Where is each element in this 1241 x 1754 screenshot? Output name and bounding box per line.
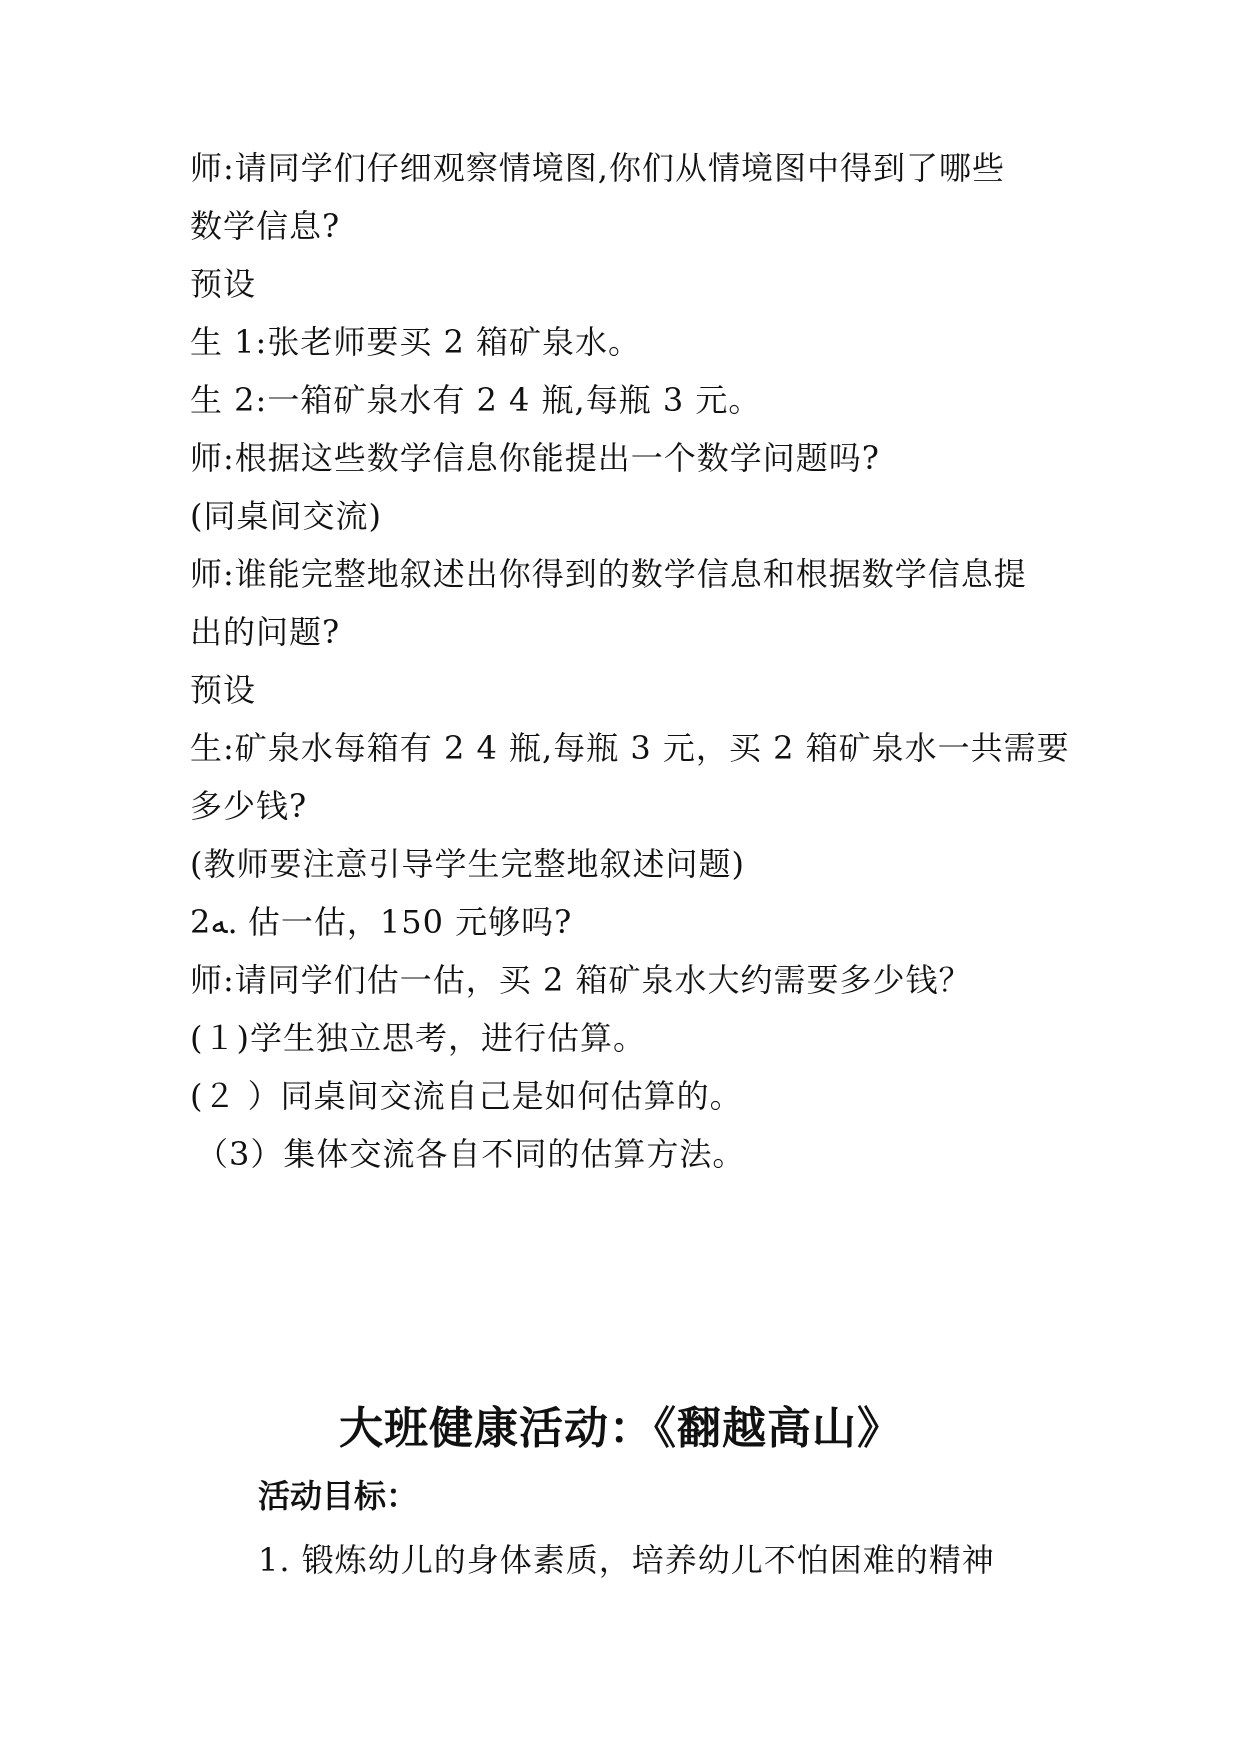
- paragraph-line: 出的问题?: [190, 613, 341, 651]
- paragraph-line: (１)学生独立思考，进行估算。: [190, 1019, 646, 1057]
- paragraph-line: (２ ）同桌间交流自己是如何估算的。: [190, 1077, 743, 1115]
- goal-item: 1. 锻炼幼儿的身体素质，培养幼儿不怕困难的精神: [258, 1541, 995, 1579]
- paragraph-line: 预设: [190, 671, 257, 709]
- paragraph-line: (同桌间交流): [190, 497, 382, 535]
- paragraph-line: 师:请同学们估一估，买 2 箱矿泉水大约需要多少钱？: [190, 961, 972, 999]
- paragraph-line: 生:矿泉水每箱有 2 4 瓶,每瓶 3 元，买 2 箱矿泉水一共需要: [190, 729, 1070, 767]
- paragraph-line: 生 1:张老师要买 2 箱矿泉水。: [190, 323, 642, 361]
- paragraph-line: 师:谁能完整地叙述出你得到的数学信息和根据数学信息提: [190, 555, 1027, 593]
- paragraph-line: 多少钱?: [190, 787, 308, 825]
- goals-heading: 活动目标：: [258, 1477, 419, 1515]
- paragraph-line: 预设: [190, 265, 257, 303]
- paragraph-line: 2ﻪ. 估一估，150 元够吗?: [190, 903, 573, 941]
- paragraph-line: 生 2:一箱矿泉水有 2 4 瓶,每瓶 3 元。: [190, 381, 762, 419]
- paragraph-line: （3）集体交流各自不同的估算方法。: [196, 1135, 746, 1173]
- paragraph-line: 师:请同学们仔细观察情境图,你们从情境图中得到了哪些: [190, 149, 1005, 187]
- activity-title: 大班健康活动：《翻越高山》: [339, 1403, 902, 1454]
- paragraph-line: 师:根据这些数学信息你能提出一个数学问题吗?: [190, 439, 880, 477]
- paragraph-line: (教师要注意引导学生完整地叙述问题): [190, 845, 745, 883]
- paragraph-line: 数学信息?: [190, 207, 341, 245]
